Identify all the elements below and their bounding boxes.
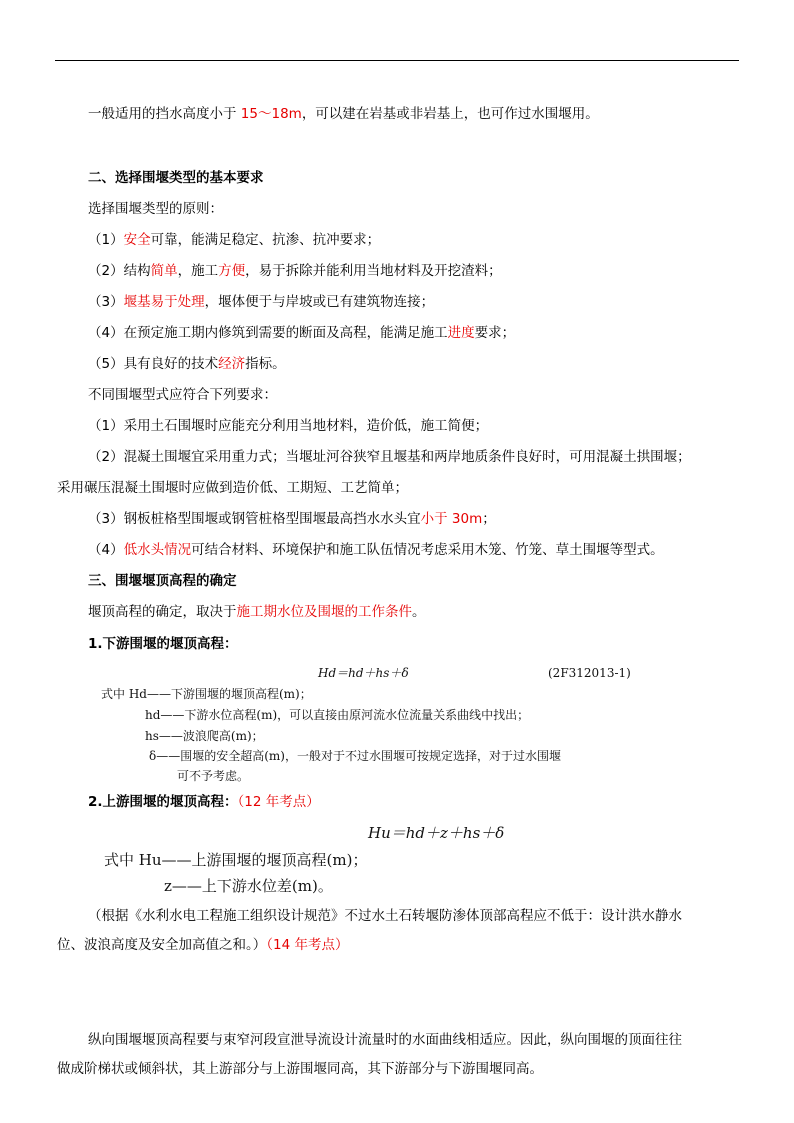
list-item: （2）混凝土围堰宜采用重力式；当堰址河谷狭窄且堰基和两岸地质条件良好时，可用混凝土拱围堰； [88,449,691,465]
crest-elevation-intro: 堰顶高程的确定，取决于施工期水位及围堰的工作条件。 [88,604,426,620]
formula-legend: δ——围堰的安全超高(m)，一般对于不过水围堰可按规定选择，对于过水围堰 [149,749,561,763]
regulation-note-continuation: 位、波浪高度及安全加高值之和。）（14 年考点） [57,937,349,953]
formula-legend: 可不予考虑。 [177,769,250,783]
section-heading-2: 二、选择围堰类型的基本要求 [88,170,264,186]
list-item: （2）结构简单，施工方便，易于拆除并能利用当地材料及开挖渣料； [88,263,502,279]
longitudinal-paragraph: 纵向围堰堰顶高程要与束窄河段宣泄导流设计流量时的水面曲线相适应。因此，纵向围堰的顶面往往 [88,1032,682,1048]
list-item: （1）安全可靠，能满足稳定、抗渗、抗冲要求； [88,232,381,248]
list-item: （5）具有良好的技术经济指标。 [88,356,286,372]
longitudinal-paragraph-continuation: 做成阶梯状或倾斜状，其上游部分与上游围堰同高，其下游部分与下游围堰同高。 [57,1061,543,1077]
downstream-heading: 1.下游围堰的堰顶高程： [88,636,238,652]
requirements-intro: 不同围堰型式应符合下列要求： [88,387,277,403]
upstream-formula: Hu＝hd＋z＋hs＋δ [368,824,505,842]
list-item: （1）采用土石围堰时应能充分利用当地材料，造价低，施工简便； [88,418,489,434]
header-rule [55,60,739,61]
regulation-note: （根据《水利水电工程施工组织设计规范》不过水土石转堰防渗体顶部高程应不低于：设计洪水静水 [88,908,682,924]
formula-legend: 式中 Hd——下游围堰的堰顶高程(m)； [101,687,312,701]
section-heading-3: 三、围堰堰顶高程的确定 [88,573,237,589]
list-item: （3）堰基易于处理，堰体便于与岸坡或已有建筑物连接； [88,294,435,310]
list-item: （3）钢板桩格型围堰或钢管桩格型围堰最高挡水水头宜小于 30m； [88,511,496,527]
list-item: （4）在预定施工期内修筑到需要的断面及高程，能满足施工进度要求； [88,325,516,341]
downstream-formula: Hd＝hd＋hs＋δ [318,666,409,680]
list-item-continuation: 采用碾压混凝土围堰时应做到造价低、工期短、工艺简单； [57,480,408,496]
formula-legend: z——上下游水位差(m)。 [164,877,333,895]
formula-legend: hd——下游水位高程(m)，可以直接由原河流水位流量关系曲线中找出； [145,708,530,722]
formula-legend: hs——波浪爬高(m)； [145,729,264,743]
upstream-heading-line: 2.上游围堰的堰顶高程：（12 年考点） [88,794,320,810]
formula-number: (2F312013-1) [548,666,631,680]
formula-legend: 式中 Hu——上游围堰的堰顶高程(m)； [104,851,368,869]
paragraph-intro: 一般适用的挡水高度小于 15～18m，可以建在岩基或非岩基上，也可作过水围堰用。 [88,106,599,122]
principles-intro: 选择围堰类型的原则： [88,201,223,217]
list-item: （4）低水头情况可结合材料、环境保护和施工队伍情况考虑采用木笼、竹笼、草土围堰等型式。 [88,542,664,558]
